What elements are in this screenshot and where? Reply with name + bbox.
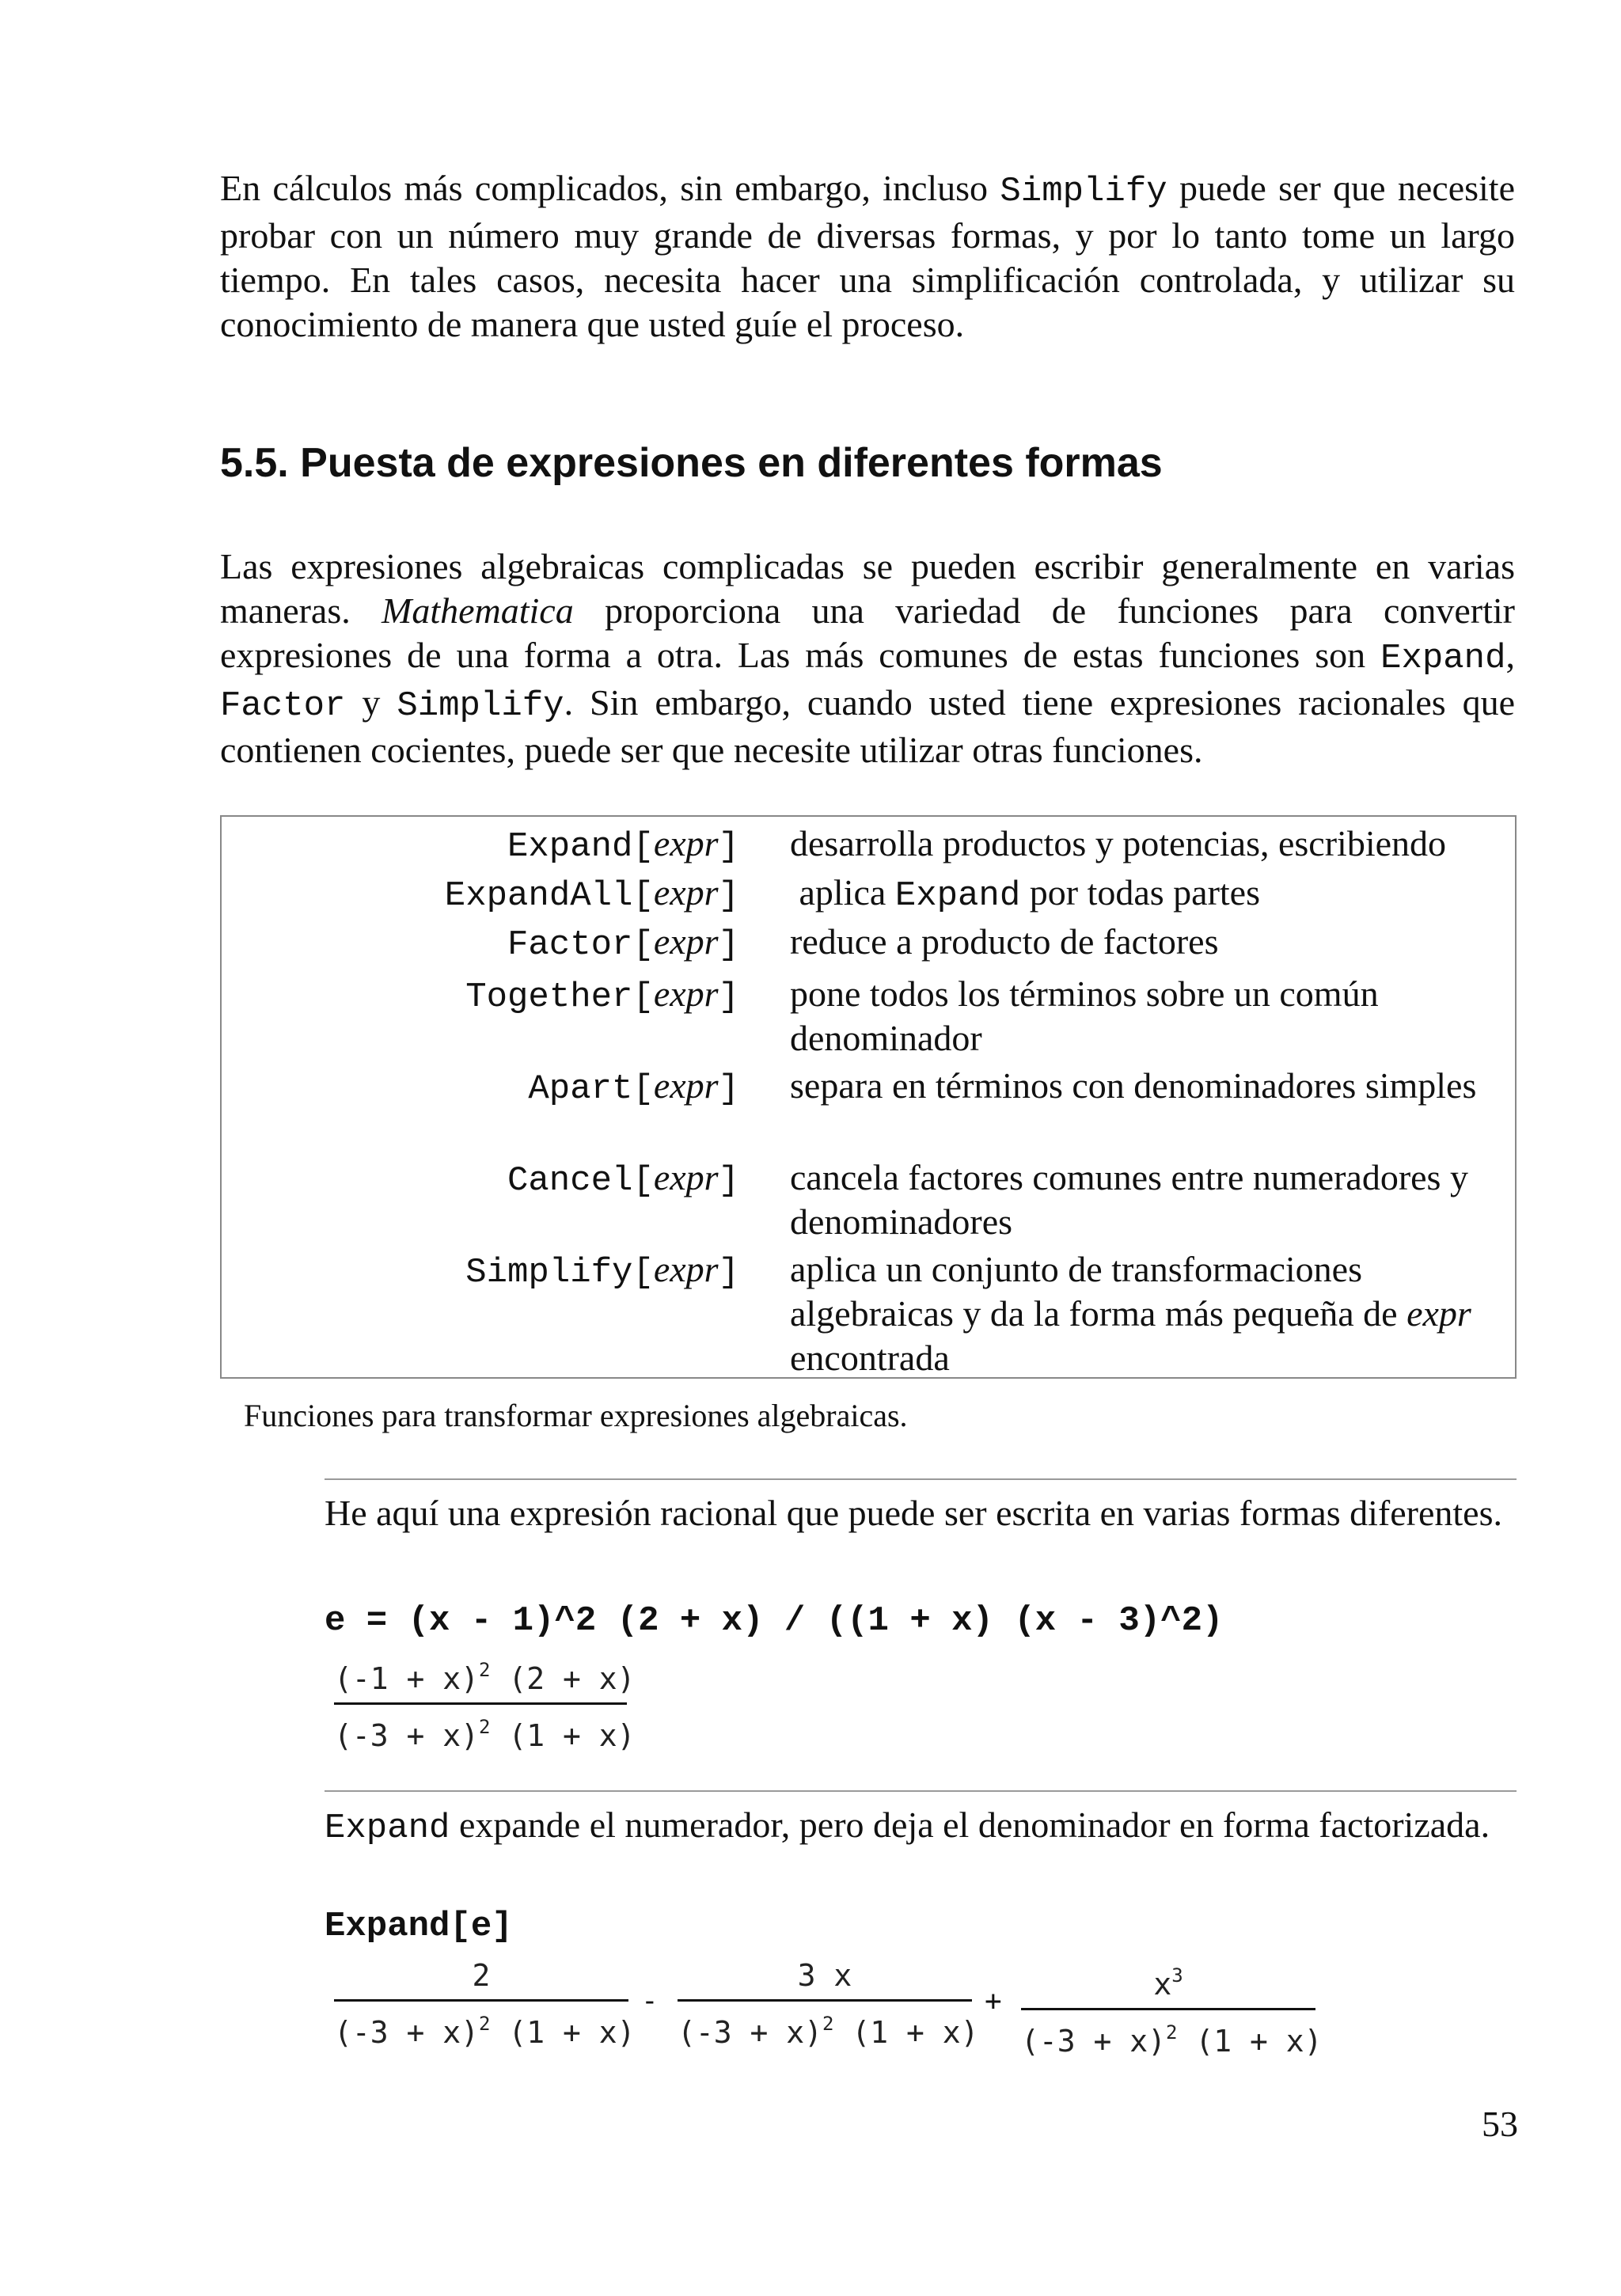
section-heading: 5.5. Puesta de expresiones en diferentes formas xyxy=(220,440,1163,486)
intro-text-1: En cálculos más complicados, sin embargo, incluso xyxy=(220,168,1000,208)
function-description: pone todos los términos sobre un común denominador xyxy=(790,973,1379,1058)
note-code-expand: Expand xyxy=(325,1808,450,1848)
output-term xyxy=(678,1955,979,2053)
function-description: aplica un conjunto de transformaciones algebraicas y da la forma más pequeña de expr encontrada xyxy=(790,1249,1471,1378)
example-divider xyxy=(325,1790,1517,1792)
section-code-expand: Expand xyxy=(1380,639,1506,678)
section-text-1: Las expresiones algebraicas complicadas se pueden escribir generalmente en varias maneras. xyxy=(220,546,1515,631)
function-description: reduce a producto de factores xyxy=(790,921,1219,962)
function-name: Cancel[expr] xyxy=(507,1157,739,1201)
input-cell: e = (x - 1)^2 (2 + x) / ((1 + x) (x - 3)^2) xyxy=(325,1601,1224,1641)
plus-operator: + xyxy=(985,1985,1002,2017)
fraction-numerator: 2 xyxy=(472,1958,491,1993)
fraction-denominator: $(-3 + x)^2$ (1 + x) xyxy=(334,1716,636,1753)
function-name: Together[expr] xyxy=(465,973,739,1017)
section-text-3: , xyxy=(1505,635,1515,675)
intro-code-simplify: Simplify xyxy=(1000,172,1167,211)
fraction-denominator: $(-3 + x)^2$ (1 + x) xyxy=(334,2013,636,2050)
section-code-simplify: Simplify xyxy=(397,686,564,726)
input-cell: Expand[e] xyxy=(325,1907,513,1946)
function-name: Apart[expr] xyxy=(528,1065,739,1109)
function-description: desarrolla productos y potencias, escribiendo xyxy=(790,823,1447,863)
intro-paragraph xyxy=(220,166,1515,347)
fraction-numerator: 3 x xyxy=(797,1958,852,1993)
function-name: Expand[expr] xyxy=(507,823,739,867)
minus-operator: - xyxy=(641,1985,659,2017)
fraction-numerator: $(-1 + x)^2$ (2 + x) xyxy=(334,1659,636,1696)
function-description: aplica Expand por todas partes xyxy=(790,872,1261,916)
example-note: Expand expande el numerador, pero deja el denominador en forma factorizada. xyxy=(325,1805,1490,1848)
fraction-bar xyxy=(1021,2008,1315,2010)
output-term xyxy=(1021,1955,1323,2062)
section-text-2: proporciona una variedad de funciones para convertir expresiones de una forma a otra. Las más comunes de estas funciones son xyxy=(220,590,1515,675)
fraction-denominator: $(-3 + x)^2$ (1 + x) xyxy=(678,2013,979,2050)
example-note: He aquí una expresión racional que puede ser escrita en varias formas diferentes. xyxy=(325,1493,1502,1533)
fraction-bar xyxy=(678,1999,972,2002)
functions-table xyxy=(220,815,1517,1379)
function-description: separa en términos con denominadores simples xyxy=(790,1065,1477,1106)
section-paragraph xyxy=(220,545,1515,772)
output-fraction xyxy=(334,1649,636,1756)
section-emphasis-mathematica: Mathematica xyxy=(382,590,574,631)
section-text-4: y xyxy=(345,682,397,723)
page-number: 53 xyxy=(1482,2104,1518,2144)
fraction-numerator: $x^3$ xyxy=(1153,1964,1183,2002)
fraction-bar xyxy=(334,1702,627,1705)
function-description: cancela factores comunes entre numeradores y denominadores xyxy=(790,1157,1468,1242)
table-caption: Funciones para transformar expresiones algebraicas. xyxy=(244,1398,908,1433)
function-name: Simplify[expr] xyxy=(465,1249,739,1292)
function-name: Factor[expr] xyxy=(507,921,739,965)
example-divider xyxy=(325,1478,1517,1480)
function-name: ExpandAll[expr] xyxy=(444,872,739,916)
fraction-denominator: $(-3 + x)^2$ (1 + x) xyxy=(1021,2021,1323,2059)
output-term xyxy=(334,1955,636,2053)
section-code-factor: Factor xyxy=(220,686,346,726)
intro-text-2: puede ser que necesite probar con un número muy grande de diversas formas, y por lo tanto tome un largo tiempo. En tales casos, necesita hacer una simplificación controlada, y utilizar su conocimiento de manera que usted guíe el proceso. xyxy=(220,168,1515,344)
section-text-5: . Sin embargo, cuando usted tiene expresiones racionales que contienen cocientes, puede ser que necesite utilizar otras funciones. xyxy=(220,682,1516,770)
fraction-bar xyxy=(334,1999,628,2002)
